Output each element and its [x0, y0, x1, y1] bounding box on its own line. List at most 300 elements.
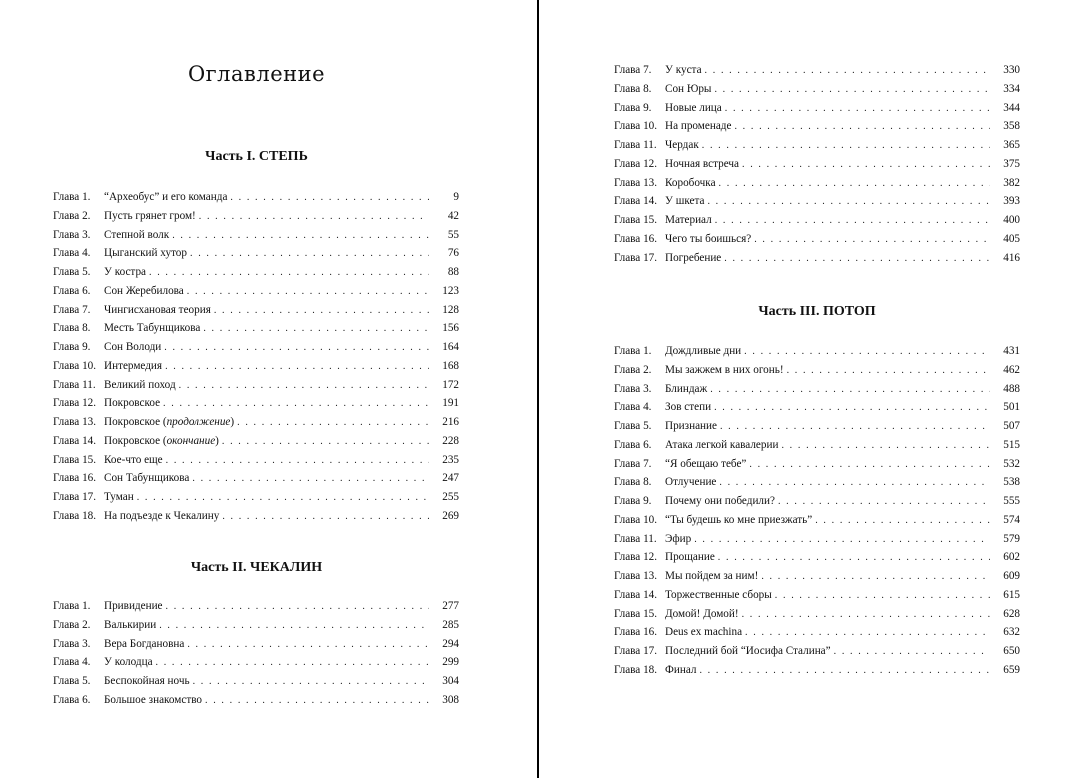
page-number: 235	[442, 453, 459, 466]
page-number: 42	[447, 209, 459, 222]
dot-leader	[775, 587, 990, 606]
chapter-title	[104, 263, 146, 282]
chapter-title	[665, 174, 716, 193]
dot-leader	[702, 137, 990, 156]
page-number: 538	[1003, 476, 1020, 489]
toc-entry	[53, 597, 459, 616]
chapter-title	[665, 623, 742, 642]
chapter-title	[665, 211, 712, 230]
page-number: 269	[442, 509, 459, 522]
chapter-title-text: На променаде	[665, 120, 732, 133]
chapter-label: Глава 10.	[614, 120, 658, 133]
chapter-title	[104, 488, 134, 507]
chapter-title	[665, 436, 778, 455]
dot-leader	[165, 358, 429, 377]
dot-leader	[719, 175, 990, 194]
toc-entry	[53, 188, 459, 207]
dot-leader	[787, 362, 990, 381]
page-number: 308	[442, 693, 459, 706]
chapter-title-text: Великий поход	[104, 378, 176, 391]
page-number: 294	[442, 637, 459, 650]
chapter-title	[104, 469, 189, 488]
dot-leader	[205, 692, 429, 711]
chapter-label: Глава 13.	[53, 416, 97, 428]
page-number: 365	[1003, 139, 1020, 151]
toc-entry	[614, 473, 1020, 492]
dot-leader	[156, 654, 429, 673]
toc-entry	[614, 230, 1020, 249]
toc-entry	[53, 338, 459, 357]
dot-leader	[222, 433, 429, 452]
chapter-title-text: Чего ты боишься?	[665, 232, 752, 245]
chapter-title-text: Цыганский хутор	[104, 247, 187, 260]
page-number: 299	[442, 656, 459, 669]
chapter-title-text: Отлучение	[665, 476, 717, 489]
chapter-title	[104, 635, 184, 654]
page-number: 579	[1003, 532, 1020, 545]
dot-leader	[187, 636, 429, 655]
chapter-label: Глава 12.	[53, 397, 97, 410]
dot-leader	[778, 493, 990, 512]
dot-leader	[720, 418, 990, 437]
chapter-title-text: У куста	[665, 64, 702, 76]
chapter-label: Глава 14.	[614, 588, 658, 601]
toc-entry	[53, 319, 459, 338]
chapter-title	[104, 338, 161, 357]
dot-leader	[749, 456, 990, 475]
chapter-label: Глава 13.	[614, 570, 658, 582]
chapter-label: Глава 11.	[53, 378, 96, 391]
chapter-label: Глава 12.	[614, 157, 658, 170]
chapter-label: Глава 9.	[53, 341, 91, 353]
toc-entry	[614, 605, 1020, 624]
chapter-title-italic: окончание	[166, 434, 216, 447]
chapter-title	[104, 301, 211, 320]
dot-leader	[707, 193, 990, 212]
chapter-label: Глава 6.	[53, 693, 91, 706]
chapter-label: Глава 4.	[614, 401, 652, 414]
chapter-label: Глава 2.	[53, 618, 91, 631]
chapter-title	[104, 597, 163, 616]
dot-leader	[725, 100, 990, 119]
page-number: 172	[442, 378, 459, 391]
toc-entry	[614, 99, 1020, 118]
toc-entry	[53, 635, 459, 654]
dot-leader	[137, 489, 429, 508]
chapter-title-text: Степной волк	[104, 228, 170, 241]
chapter-title	[104, 672, 190, 691]
toc-entry	[53, 301, 459, 320]
page-number: 168	[442, 359, 459, 372]
chapter-label: Глава 14.	[53, 434, 97, 447]
dot-leader	[166, 598, 429, 617]
toc-entry	[614, 249, 1020, 268]
page-number: 76	[447, 247, 459, 260]
chapter-label: Глава 11.	[614, 139, 657, 151]
chapter-title-text: Признание	[665, 420, 717, 432]
chapter-title-text: Чингисхановая теория	[104, 303, 211, 316]
toc-entry	[614, 642, 1020, 661]
dot-leader	[149, 264, 429, 283]
toc-entry	[53, 451, 459, 470]
toc-entry	[53, 244, 459, 263]
page-number: 255	[442, 491, 459, 503]
dot-leader	[815, 512, 990, 531]
chapter-label: Глава 13.	[614, 176, 658, 189]
toc-entry	[53, 432, 459, 451]
chapter-title-text: Беспокойная ночь	[104, 675, 190, 687]
chapter-title-text: Привидение	[104, 600, 163, 612]
page-number: 344	[1003, 101, 1020, 114]
chapter-title	[665, 380, 707, 399]
chapter-title-text: Почему они победили?	[665, 495, 775, 507]
dot-leader	[179, 377, 429, 396]
toc-entry	[614, 492, 1020, 511]
chapter-title	[665, 230, 751, 249]
page-number: 55	[447, 228, 459, 241]
page-number: 659	[1003, 663, 1020, 676]
chapter-label: Глава 7.	[614, 457, 652, 470]
dot-leader	[192, 470, 429, 489]
chapter-title	[665, 398, 711, 417]
toc-entry	[614, 455, 1020, 474]
page-number: 507	[1003, 420, 1020, 432]
chapter-title	[665, 492, 775, 511]
toc-entry	[614, 417, 1020, 436]
chapter-label: Глава 8.	[614, 476, 652, 489]
dot-leader	[230, 189, 429, 208]
chapter-label: Глава 3.	[53, 637, 91, 650]
chapter-label: Глава 3.	[614, 382, 652, 395]
part3-heading: Часть III. ПОТОП	[758, 304, 876, 319]
chapter-label: Глава 17.	[614, 645, 658, 657]
chapter-label: Глава 8.	[614, 82, 652, 95]
dot-leader	[694, 531, 990, 550]
part1-heading: Часть I. СТЕПЬ	[205, 149, 308, 164]
chapter-title-text: Сон Жеребилова	[104, 284, 184, 297]
chapter-label: Глава 15.	[614, 214, 658, 226]
page-number: 164	[442, 341, 459, 353]
chapter-title	[104, 319, 200, 338]
dot-leader	[734, 118, 990, 137]
toc-entry	[53, 376, 459, 395]
chapter-label: Глава 6.	[53, 284, 91, 297]
chapter-title-text: Прощание	[665, 551, 715, 564]
chapter-label: Глава 17.	[53, 491, 97, 503]
dot-leader	[724, 250, 990, 269]
page-number: 515	[1003, 438, 1020, 451]
chapter-label: Глава 3.	[53, 228, 91, 241]
chapter-title-text: Зов степи	[665, 401, 712, 414]
page-number: 156	[442, 322, 459, 335]
chapter-title	[104, 207, 196, 226]
page-number: 628	[1003, 607, 1020, 620]
page-number: 615	[1003, 588, 1020, 601]
toc-entry	[614, 211, 1020, 230]
toc-entry	[614, 155, 1020, 174]
toc-entry	[614, 398, 1020, 417]
dot-leader	[214, 302, 429, 321]
chapter-title	[104, 451, 163, 470]
dot-leader	[163, 395, 429, 414]
chapter-title-text: Материал	[665, 214, 712, 226]
page-number: 574	[1003, 513, 1020, 526]
toc-entry	[614, 623, 1020, 642]
chapter-title	[104, 376, 176, 395]
chapter-label: Глава 8.	[53, 322, 91, 335]
chapter-label: Глава 14.	[614, 195, 658, 208]
toc-entry	[614, 361, 1020, 380]
chapter-title	[104, 432, 219, 451]
chapter-title-text: “Ты будешь ко мне приезжать”	[665, 513, 813, 526]
chapter-title	[104, 413, 234, 432]
chapter-title	[665, 530, 691, 549]
chapter-title-text: У колодца	[104, 656, 153, 669]
page-number: 416	[1003, 251, 1020, 264]
chapter-title-text: Финал	[665, 663, 697, 676]
chapter-title	[665, 605, 739, 624]
chapter-title-text: Ночная встреча	[665, 157, 739, 170]
chapter-title	[665, 455, 746, 474]
chapter-title-text: Атака легкой кавалерии	[665, 438, 779, 451]
chapter-title-text: Последний бой “Иосифа Сталина”	[665, 645, 831, 657]
chapter-label: Глава 4.	[53, 247, 91, 260]
toc-entry	[53, 672, 459, 691]
chapter-title-text: Кое-что еще	[104, 453, 163, 466]
page-number: 128	[442, 303, 459, 316]
dot-leader	[781, 437, 990, 456]
chapter-title	[104, 188, 227, 207]
toc-title: Оглавление	[187, 62, 326, 86]
toc-entry	[614, 174, 1020, 193]
page-number: 632	[1003, 626, 1020, 639]
chapter-title	[104, 394, 160, 413]
page-number: 330	[1003, 64, 1020, 76]
chapter-label: Глава 17.	[614, 251, 658, 264]
chapter-title	[104, 691, 202, 710]
chapter-title-text: Торжественные сборы	[665, 588, 772, 601]
left-page	[0, 0, 537, 778]
toc-entry	[53, 616, 459, 635]
toc-entry	[53, 394, 459, 413]
chapter-title-text: Сон Юры	[665, 82, 712, 95]
page-number: 501	[1003, 401, 1020, 414]
chapter-title-text: Покровское (	[104, 416, 167, 428]
dot-leader	[761, 568, 990, 587]
page-number: 431	[1003, 345, 1020, 357]
toc-entry	[53, 507, 459, 526]
toc-entry	[53, 357, 459, 376]
toc-entry	[614, 342, 1020, 361]
dot-leader	[166, 452, 429, 471]
dot-leader	[203, 320, 429, 339]
toc-entry	[614, 530, 1020, 549]
chapter-title-text: Вера Богдановна	[104, 637, 185, 650]
chapter-title-text: “Археобус” и его команда	[104, 191, 228, 203]
toc-entry	[614, 80, 1020, 99]
chapter-title-text: Новые лица	[665, 101, 722, 114]
chapter-title	[665, 342, 741, 361]
toc-entry	[53, 226, 459, 245]
chapter-title-text: Блиндаж	[665, 382, 708, 395]
chapter-title-text: Покровское (	[104, 434, 167, 447]
chapter-title	[665, 586, 772, 605]
toc-entry	[614, 136, 1020, 155]
chapter-title	[665, 61, 702, 80]
page-number: 602	[1003, 551, 1020, 564]
toc-entry	[614, 567, 1020, 586]
chapter-label: Глава 2.	[614, 363, 652, 376]
chapter-title-italic: продолжение	[166, 416, 231, 428]
chapter-label: Глава 16.	[614, 232, 658, 245]
chapter-title	[665, 155, 739, 174]
chapter-label: Глава 5.	[614, 420, 652, 432]
page-number: 488	[1003, 382, 1020, 395]
toc-entry	[614, 661, 1020, 680]
toc-entry	[614, 117, 1020, 136]
page-number: 650	[1003, 645, 1020, 657]
chapter-title-text: Мы зажжем в них огонь!	[665, 363, 784, 376]
chapter-label: Глава 6.	[614, 438, 652, 451]
chapter-label: Глава 2.	[53, 209, 91, 222]
dot-leader	[714, 81, 990, 100]
page-number: 400	[1003, 214, 1020, 226]
page-number: 393	[1003, 195, 1020, 208]
page-number: 285	[442, 618, 459, 631]
page-number: 216	[442, 416, 459, 428]
chapter-title-suffix: )	[230, 416, 235, 428]
toc-entry	[614, 511, 1020, 530]
page-number: 88	[447, 266, 459, 278]
chapter-label: Глава 16.	[614, 626, 658, 639]
dot-leader	[159, 617, 429, 636]
chapter-label: Глава 4.	[53, 656, 91, 669]
chapter-label: Глава 7.	[614, 64, 652, 76]
chapter-label: Глава 16.	[53, 472, 97, 485]
toc-entry	[614, 380, 1020, 399]
page-number: 247	[442, 472, 459, 485]
page-number: 358	[1003, 120, 1020, 133]
dot-leader	[754, 231, 990, 250]
chapter-title-text: Мы пойдем за ним!	[665, 570, 759, 582]
part2-chapter-list-left	[53, 597, 459, 710]
dot-leader	[699, 662, 990, 681]
toc-entry	[614, 548, 1020, 567]
toc-entry	[53, 469, 459, 488]
chapter-title	[104, 357, 162, 376]
page-number: 304	[442, 675, 459, 687]
chapter-label: Глава 9.	[614, 101, 652, 114]
chapter-title	[665, 99, 722, 118]
dot-leader	[710, 381, 990, 400]
chapter-title	[104, 244, 187, 263]
part1-chapter-list	[53, 188, 459, 526]
page-number: 405	[1003, 232, 1020, 245]
chapter-label: Глава 12.	[614, 551, 658, 564]
dot-leader	[745, 624, 990, 643]
chapter-title-text: Домой! Домой!	[665, 607, 739, 620]
dot-leader	[705, 62, 990, 81]
dot-leader	[718, 549, 990, 568]
chapter-title-text: Пусть грянет гром!	[104, 209, 196, 222]
page-number: 532	[1003, 457, 1020, 470]
chapter-title-text: Сон Володи	[104, 341, 162, 353]
chapter-title-text: “Я обещаю тебе”	[665, 457, 747, 470]
chapter-title-text: Валькирии	[104, 618, 157, 631]
chapter-title	[665, 642, 831, 661]
dot-leader	[164, 339, 429, 358]
chapter-title	[104, 616, 156, 635]
toc-entry	[53, 691, 459, 710]
toc-entry	[53, 488, 459, 507]
chapter-title	[665, 417, 717, 436]
page-number: 191	[442, 397, 459, 410]
dot-leader	[222, 508, 429, 527]
chapter-title	[665, 117, 731, 136]
dot-leader	[190, 245, 429, 264]
toc-entry	[53, 413, 459, 432]
part2-chapter-list-right	[614, 61, 1020, 267]
toc-entry	[614, 192, 1020, 211]
chapter-title-text: Месть Табунщикова	[104, 322, 201, 335]
toc-entry	[614, 61, 1020, 80]
chapter-title	[104, 282, 184, 301]
chapter-label: Глава 1.	[614, 345, 652, 357]
page-number: 375	[1003, 157, 1020, 170]
page-number: 277	[442, 600, 459, 612]
dot-leader	[742, 606, 990, 625]
page-number: 382	[1003, 176, 1020, 189]
toc-entry	[53, 263, 459, 282]
page-number: 609	[1003, 570, 1020, 582]
dot-leader	[193, 673, 429, 692]
dot-leader	[719, 474, 990, 493]
chapter-title-text: Deus ex machina	[665, 626, 743, 639]
chapter-label: Глава 11.	[614, 532, 657, 545]
toc-entry	[53, 207, 459, 226]
chapter-title	[104, 653, 153, 672]
chapter-title	[665, 548, 715, 567]
page-number: 228	[442, 434, 459, 447]
chapter-label: Глава 7.	[53, 303, 91, 316]
toc-entry	[53, 282, 459, 301]
dot-leader	[237, 414, 429, 433]
chapter-title-text: Дождливые дни	[665, 345, 742, 357]
chapter-title	[665, 249, 721, 268]
dot-leader	[172, 227, 429, 246]
chapter-label: Глава 9.	[614, 495, 652, 507]
chapter-label: Глава 15.	[53, 453, 97, 466]
page-number: 462	[1003, 363, 1020, 376]
chapter-title	[665, 661, 696, 680]
page-number: 334	[1003, 82, 1020, 95]
dot-leader	[744, 343, 990, 362]
chapter-title-text: Чердак	[665, 139, 699, 151]
chapter-title	[665, 361, 784, 380]
chapter-title	[665, 473, 716, 492]
page-number: 9	[453, 191, 459, 203]
dot-leader	[715, 212, 990, 231]
chapter-label: Глава 1.	[53, 191, 91, 203]
dot-leader	[742, 156, 990, 175]
chapter-label: Глава 10.	[614, 513, 658, 526]
chapter-label: Глава 1.	[53, 600, 91, 612]
toc-entry	[614, 586, 1020, 605]
chapter-title-text: Сон Табунщикова	[104, 472, 190, 485]
chapter-label: Глава 5.	[53, 266, 91, 278]
page-number: 123	[442, 284, 459, 297]
chapter-label: Глава 5.	[53, 675, 91, 687]
